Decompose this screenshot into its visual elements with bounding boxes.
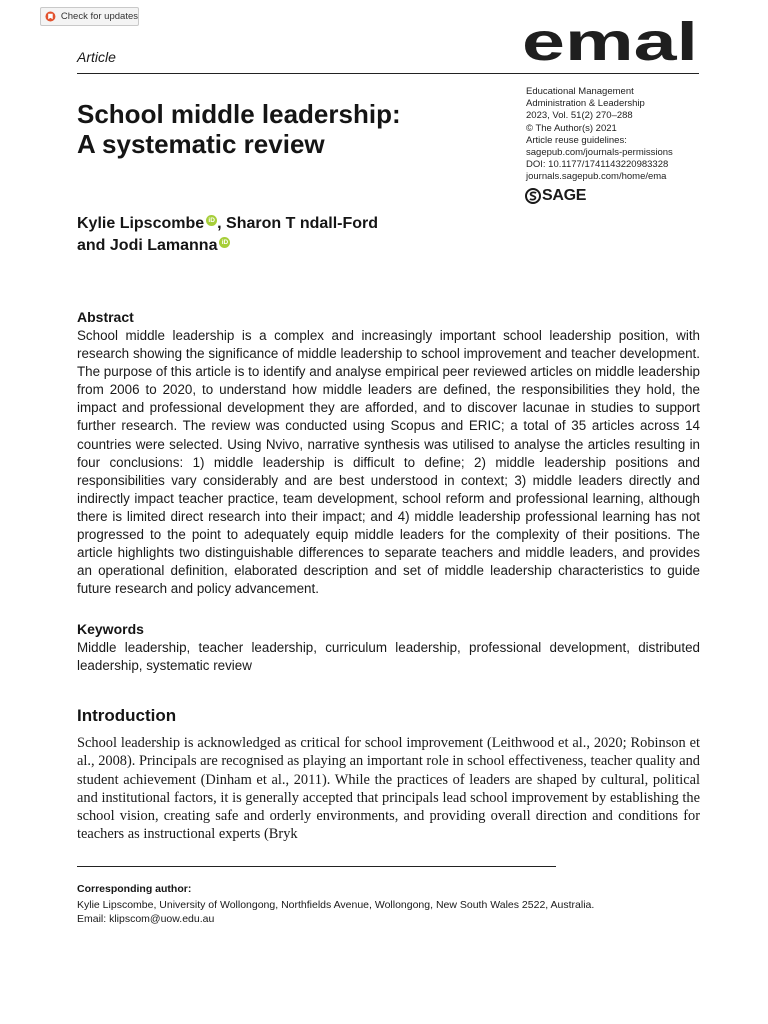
abstract-text: School middle leadership is a complex and increasingly important school leadership position, with research showing the significance of middle leadership to school improvement and teacher development. The purpose of this article is to identify and analyse empirical peer reviewed articles on middle leadership from 2006 to 2020, to understand how middle leaders are defined, the responsibilities they hold, the impact and professional development they are afforded, and to discover lacunae in studies to support further research. The review was conducted using Scopus and ERIC; a total of 35 articles across 14 countries were selected. Using Nvivo, narrative synthesis was utilised to analyse the articles resulting in four conclusions: 1) middle leadership is difficult to define; 2) middle leadership positions and responsibilities vary considerably and are best understood in context; 3) middle leaders directly and indirectly impact teacher practice, team development, school reform and professional learning, although there is limited direct research into their impact; and 4) middle leadership professional learning has not progressed to the point to adequately equip middle leaders for the complexity of their positions. The article highlights two distinguishable differences to separate teachers and middle leaders, and provides an operational definition, elaborated description and set of middle leadership characteristics to guide future research and policy advancement. (77, 328, 700, 597)
copyright: © The Author(s) 2021 (526, 122, 617, 134)
reuse-label: Article reuse guidelines: (526, 134, 627, 146)
sage-mark-icon (525, 188, 541, 204)
keywords-heading: Keywords (77, 621, 144, 637)
keywords-text: Middle leadership, teacher leadership, curriculum leadership, professional development, distributed leadership, systematic review (77, 640, 700, 674)
article-title (77, 99, 497, 159)
corresponding-author-label: Corresponding author: (77, 883, 192, 895)
introduction-heading: Introduction (77, 706, 177, 725)
corresponding-author-address: Kylie Lipscombe, University of Wollongong, Northfields Avenue, Wollongong, New South Wales 2522, Australia. (77, 899, 595, 911)
title-line-2: A systematic review (77, 129, 325, 159)
journal-logo (522, 20, 700, 66)
footnote-rule (77, 866, 556, 867)
sage-text: SAGE (542, 187, 587, 204)
title-line-1: School middle leadership: (77, 99, 401, 129)
journal-name-1: Educational Management (526, 86, 634, 97)
author-3: and Jodi Lamanna (77, 237, 218, 254)
journal-name-2: Administration & Leadership (526, 98, 645, 110)
abstract-heading: Abstract (77, 309, 134, 325)
article-type: Article (77, 49, 116, 65)
orcid-icon[interactable]: iD (206, 215, 217, 226)
journal-volume: 2023, Vol. 51(2) 270–288 (526, 110, 633, 122)
doi-link[interactable]: DOI: 10.1177/1741143220983328 (526, 159, 669, 171)
permissions-link[interactable]: sagepub.com/journals-permissions (526, 147, 673, 159)
check-for-updates-label: Check for updates (60, 11, 138, 22)
sage-logo (525, 187, 586, 205)
author-1: Kylie Lipscombe (77, 215, 205, 232)
check-for-updates-button[interactable] (40, 7, 139, 26)
introduction-text: School leadership is acknowledged as critical for school improvement (Leithwood et al., 2020; Robinson et al., 2008). Principals are recognised as playing an important role in school effectiveness, teacher quality and student achievement (Dinham et al., 2011). While the practices of leaders are shaped by cultural, political and institutional factors, it is generally accepted that principals lead school improvement by establishing the school vision, creating safe and orderly environments, and providing overall direction and conditions for teachers as instructional experts (Bryk (77, 735, 700, 843)
corresponding-author-email[interactable]: Email: klipscom@uow.edu.au (77, 913, 215, 925)
journal-logo-text: emal (522, 20, 698, 66)
journal-home-link[interactable]: journals.sagepub.com/home/ema (526, 171, 667, 183)
author-2: , Sharon T ndall-Ford (217, 215, 379, 232)
authors (77, 213, 497, 257)
check-updates-icon (45, 11, 56, 22)
orcid-icon[interactable]: iD (219, 237, 230, 248)
journal-info (526, 86, 726, 184)
header-rule (77, 73, 699, 74)
